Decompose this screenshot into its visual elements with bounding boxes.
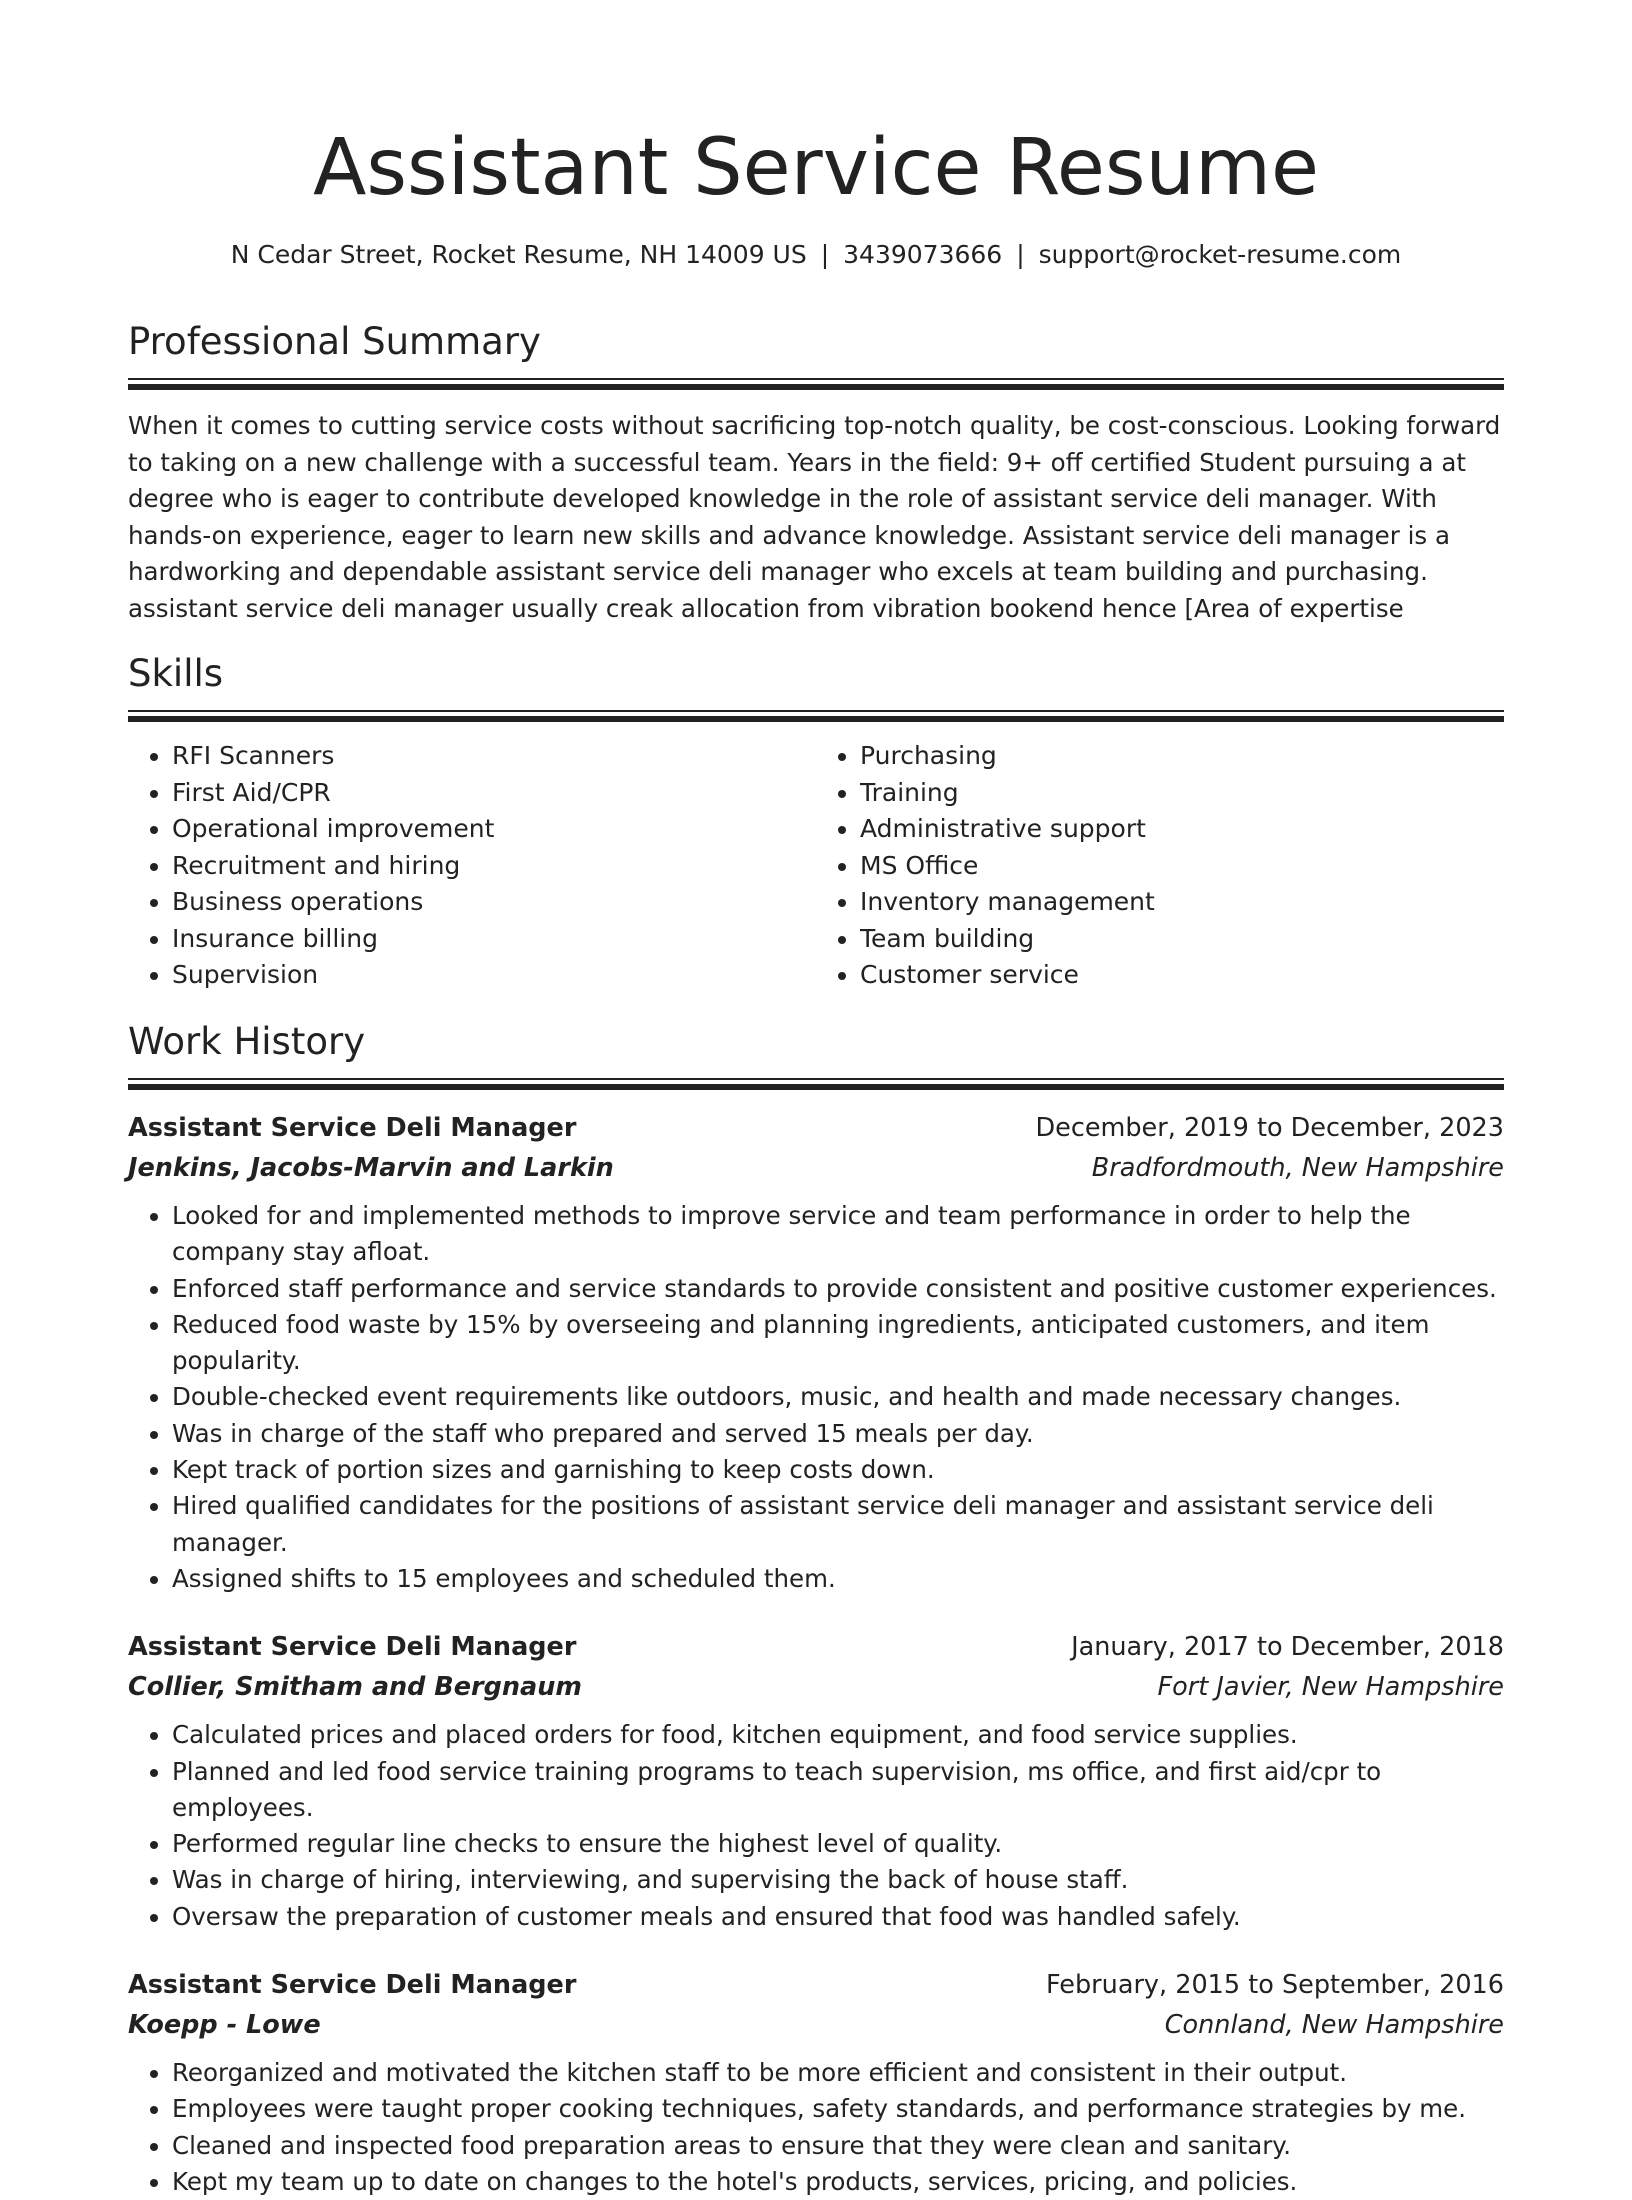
job-bullet: • Was in charge of the staff who prepared and served 15 meals per day. bbox=[172, 1416, 1504, 1452]
section-divider bbox=[128, 378, 1504, 390]
job-bullet: • Hired qualified candidates for the positions of assistant service deli manager and assistant service deli manager. bbox=[172, 1488, 1504, 1561]
job-entry bbox=[128, 1108, 1504, 1597]
job-company: Jenkins, Jacobs-Marvin and Larkin bbox=[128, 1153, 614, 1183]
contact-email: support@rocket-resume.com bbox=[1038, 240, 1402, 269]
job-subheader bbox=[128, 2005, 1504, 2045]
contact-line bbox=[128, 237, 1504, 273]
job-bullet: • Was in charge of hiring, interviewing, and supervising the back of house staff. bbox=[172, 1862, 1504, 1898]
job-header bbox=[128, 1108, 1504, 1148]
job-bullet: • Reduced food waste by 15% by overseeing and planning ingredients, anticipated customers, and item popularity. bbox=[172, 1307, 1504, 1380]
job-title: Assistant Service Deli Manager bbox=[128, 1970, 577, 2001]
skill-item: • First Aid/CPR bbox=[172, 775, 816, 812]
job-bullet: • Performed regular line checks to ensure the highest level of quality. bbox=[172, 1826, 1504, 1862]
section-title-work: Work History bbox=[128, 1020, 366, 1063]
skill-item: • Insurance billing bbox=[172, 921, 816, 958]
job-bullet: • Planned and led food service training programs to teach supervision, ms office, and first aid/cpr to employees. bbox=[172, 1754, 1504, 1827]
job-bullet: • Looked for and implemented methods to improve service and team performance in order to help the company stay afloat. bbox=[172, 1198, 1504, 1271]
skill-item: • Administrative support bbox=[860, 811, 1504, 848]
section-divider bbox=[128, 710, 1504, 722]
job-header bbox=[128, 1627, 1504, 1667]
job-entry bbox=[128, 1965, 1504, 2200]
section-title-summary: Professional Summary bbox=[128, 320, 541, 363]
skills-list-left bbox=[128, 738, 816, 994]
summary-text: When it comes to cutting service costs without sacrificing top-notch quality, be cost-conscious. Looking forward to taking on a new challenge with a successful team. Years in the field: 9+ off certified Student pursuing a at degree who is eager to contribute developed knowledge in the role of assistant service deli manager. With hands-on experience, eager to learn new skills and advance knowledge. Assistant service deli manager is a hardworking and dependable assistant service deli manager who excels at team building and purchasing. assistant service deli manager usually creak allocation from vibration bookend hence [Area of expertise bbox=[128, 411, 1501, 623]
section-title-skills: Skills bbox=[128, 652, 224, 695]
skill-item: • Operational improvement bbox=[172, 811, 816, 848]
job-entry bbox=[128, 1627, 1504, 1935]
resume-title: Assistant Service Resume bbox=[313, 123, 1319, 213]
contact-separator: | bbox=[820, 240, 830, 269]
skills-list-right bbox=[816, 738, 1504, 994]
skills-columns bbox=[128, 738, 1504, 994]
job-dates: January, 2017 to December, 2018 bbox=[1071, 1632, 1504, 1663]
job-bullet: • Double-checked event requirements like outdoors, music, and health and made necessary changes. bbox=[172, 1379, 1504, 1415]
job-dates: February, 2015 to September, 2016 bbox=[1046, 1970, 1504, 2001]
job-bullet: • Employees were taught proper cooking techniques, safety standards, and performance strategies by me. bbox=[172, 2091, 1504, 2127]
job-location: Bradfordmouth, New Hampshire bbox=[1091, 1153, 1504, 1183]
job-bullet: • Cleaned and inspected food preparation areas to ensure that they were clean and sanitary. bbox=[172, 2128, 1504, 2164]
skill-item: • Purchasing bbox=[860, 738, 1504, 775]
skill-item: • Supervision bbox=[172, 957, 816, 994]
job-header bbox=[128, 1965, 1504, 2005]
section-divider bbox=[128, 1078, 1504, 1090]
skill-item: • Recruitment and hiring bbox=[172, 848, 816, 885]
job-location: Connland, New Hampshire bbox=[1164, 2010, 1504, 2041]
skill-item: • Inventory management bbox=[860, 884, 1504, 921]
skill-item: • Training bbox=[860, 775, 1504, 812]
job-company: Collier, Smitham and Bergnaum bbox=[128, 1672, 582, 1703]
skill-item: • Team building bbox=[860, 921, 1504, 958]
work-history-section bbox=[128, 1018, 1504, 2200]
job-bullet: • Calculated prices and placed orders for food, kitchen equipment, and food service supplies. bbox=[172, 1717, 1504, 1753]
job-dates: December, 2019 to December, 2023 bbox=[1035, 1113, 1504, 1143]
skills-section bbox=[128, 650, 1504, 994]
job-bullet: • Assigned shifts to 15 employees and scheduled them. bbox=[172, 1561, 1504, 1597]
job-title: Assistant Service Deli Manager bbox=[128, 1113, 577, 1143]
job-bullet: • Kept my team up to date on changes to the hotel's products, services, pricing, and policies. bbox=[172, 2164, 1504, 2200]
job-title: Assistant Service Deli Manager bbox=[128, 1632, 577, 1663]
contact-phone: 3439073666 bbox=[843, 240, 1003, 269]
contact-separator: | bbox=[1016, 240, 1025, 269]
job-bullets bbox=[128, 2055, 1504, 2200]
contact-address: N Cedar Street, Rocket Resume, NH 14009 US bbox=[230, 240, 807, 269]
job-subheader bbox=[128, 1148, 1504, 1188]
professional-summary-section bbox=[128, 318, 1504, 627]
job-bullet: • Reorganized and motivated the kitchen staff to be more efficient and consistent in their output. bbox=[172, 2055, 1504, 2091]
job-bullets bbox=[128, 1198, 1504, 1597]
job-bullet: • Kept track of portion sizes and garnishing to keep costs down. bbox=[172, 1452, 1504, 1488]
job-location: Fort Javier, New Hampshire bbox=[1157, 1672, 1504, 1703]
skill-item: • MS Office bbox=[860, 848, 1504, 885]
job-subheader bbox=[128, 1667, 1504, 1707]
job-bullet: • Oversaw the preparation of customer meals and ensured that food was handled safely. bbox=[172, 1899, 1504, 1935]
skill-item: • Business operations bbox=[172, 884, 816, 921]
job-bullet: • Enforced staff performance and service standards to provide consistent and positive customer experiences. bbox=[172, 1271, 1504, 1307]
job-company: Koepp - Lowe bbox=[128, 2010, 321, 2041]
skill-item: • RFI Scanners bbox=[172, 738, 816, 775]
job-bullets bbox=[128, 1717, 1504, 1935]
skill-item: • Customer service bbox=[860, 957, 1504, 994]
